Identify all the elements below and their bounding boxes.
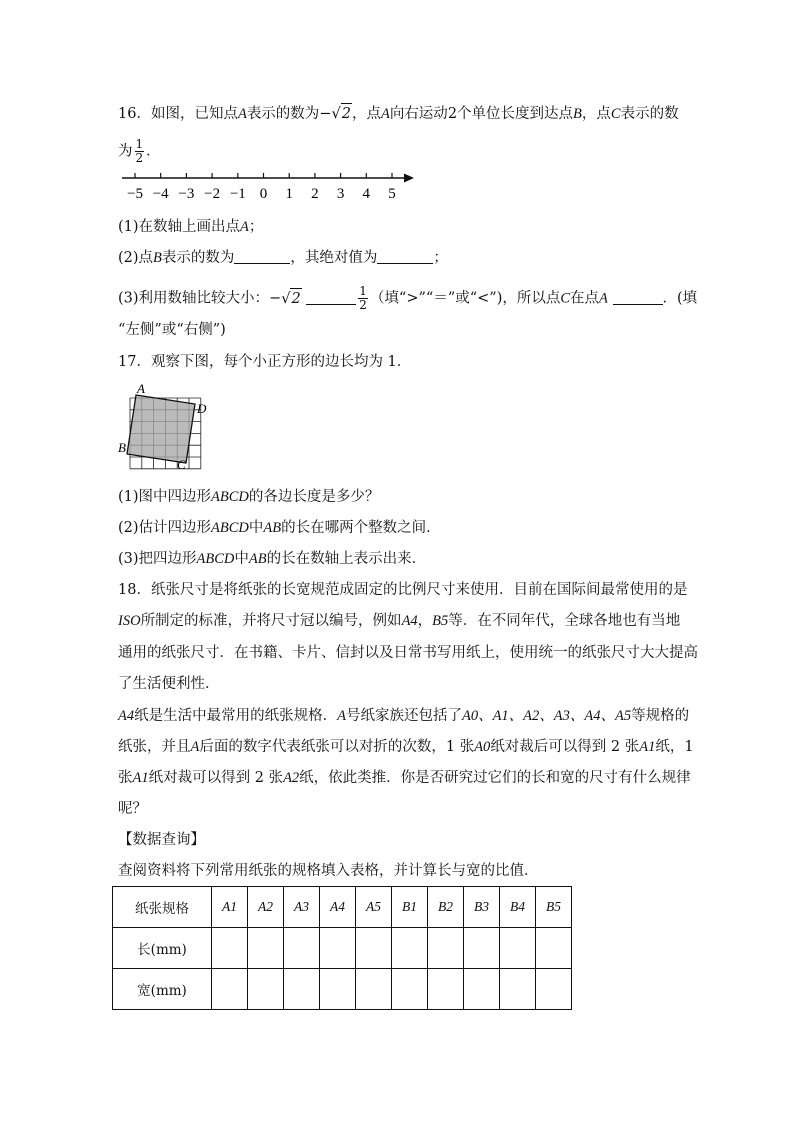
column-header: B4 bbox=[500, 887, 536, 928]
column-header: B1 bbox=[392, 887, 428, 928]
number-line-label: 5 bbox=[388, 186, 396, 202]
iso-label: ISO bbox=[118, 613, 141, 629]
q17-sub3 bbox=[118, 549, 426, 569]
point-a-label: A bbox=[380, 106, 390, 122]
column-header: B3 bbox=[464, 887, 500, 928]
q18-p1-line3 bbox=[118, 643, 698, 663]
a0-label: A0 bbox=[474, 739, 491, 755]
b5-label: B5 bbox=[432, 613, 449, 629]
minus-sign: − bbox=[319, 106, 332, 122]
q18-text: 纸张，并且 bbox=[118, 739, 191, 755]
number-line-label: 2 bbox=[311, 186, 319, 202]
table-cell[interactable] bbox=[320, 969, 356, 1010]
table-cell[interactable] bbox=[320, 928, 356, 969]
quadrilateral-abcd bbox=[127, 395, 195, 463]
table-row bbox=[113, 969, 572, 1010]
table-cell[interactable] bbox=[428, 928, 464, 969]
point-b-label: B bbox=[153, 250, 162, 266]
q16-sub2-text: 表示的数为 bbox=[161, 250, 235, 266]
q18-p1-line4 bbox=[118, 674, 220, 694]
q16-line2 bbox=[118, 138, 161, 165]
a4-label: A4 bbox=[118, 708, 135, 724]
q18-text: 纸是生活中最常用的纸张规格． bbox=[134, 708, 338, 724]
position-blank[interactable] bbox=[613, 290, 663, 305]
table-cell[interactable] bbox=[500, 928, 536, 969]
point-c-label: C bbox=[610, 106, 621, 122]
q18-text: 18．纸张尺寸是将纸张的长宽规范成固定的比例尺寸来使用．目前在国际间最常使用的是 bbox=[118, 582, 688, 598]
table-row bbox=[113, 928, 572, 969]
table-cell[interactable] bbox=[392, 969, 428, 1010]
number-line-label: −1 bbox=[229, 186, 246, 202]
column-header: A5 bbox=[356, 887, 392, 928]
number-line-label: −4 bbox=[152, 186, 169, 202]
point-a-label: A bbox=[240, 219, 249, 235]
table-cell[interactable] bbox=[212, 969, 248, 1010]
a2-label: A2 bbox=[283, 770, 300, 786]
minus-sign: − bbox=[269, 290, 282, 307]
q17-text: 的各边长度是多少？ bbox=[248, 489, 380, 505]
q16-text: 表示的数 bbox=[620, 106, 679, 122]
point-a-label: A bbox=[237, 106, 247, 122]
q18-text: 呢？ bbox=[118, 801, 147, 817]
q16-sub2-text: ； bbox=[433, 250, 448, 266]
q17-text: (2)估计四边形 bbox=[118, 520, 212, 536]
q18-p2-line1 bbox=[118, 706, 689, 726]
table-cell[interactable] bbox=[464, 969, 500, 1010]
table-cell[interactable] bbox=[356, 969, 392, 1010]
grid-figure bbox=[116, 382, 214, 470]
q18-text: 等规格的 bbox=[631, 708, 690, 724]
q18-text: 纸，依此类推．你是否研究过它们的长和宽的尺寸有什么规律 bbox=[299, 770, 691, 786]
q16-text: ． bbox=[146, 143, 161, 160]
vertex-b-label: B bbox=[118, 440, 126, 455]
q18-p2-line2 bbox=[118, 737, 694, 757]
number-line-label: −5 bbox=[127, 186, 143, 202]
fraction-denominator: 2 bbox=[135, 151, 144, 165]
q18-text: 纸，1 bbox=[655, 739, 694, 755]
table-cell[interactable] bbox=[536, 969, 572, 1010]
q18-text: 通用的纸张尺寸．在书籍、卡片、信封以及日常书写用纸上，使用统一的纸张尺寸大大提高 bbox=[118, 645, 698, 661]
q16-text: 向右运动 bbox=[389, 106, 448, 122]
q16-sub3-text: (3)利用数轴比较大小： bbox=[118, 290, 270, 307]
a4-label: A4 bbox=[401, 613, 418, 629]
data-query-heading bbox=[118, 830, 205, 850]
fraction-one-half bbox=[135, 138, 145, 165]
table-cell[interactable] bbox=[392, 928, 428, 969]
segment-name: AB bbox=[263, 520, 282, 536]
number-line-label: 1 bbox=[285, 186, 293, 202]
q16-sub1 bbox=[118, 217, 263, 237]
q17-text: 中 bbox=[234, 551, 249, 567]
table-header-row bbox=[113, 887, 572, 928]
segment-name: AB bbox=[248, 551, 267, 567]
q16-line1 bbox=[118, 103, 679, 124]
compare-blank[interactable] bbox=[306, 290, 356, 305]
q18-text: 后面的数字代表纸张可以对折的次数，1 张 bbox=[199, 739, 475, 755]
q18-text: 纸对裁后可以得到 2 张 bbox=[490, 739, 640, 755]
q16-sub2-text: ，其绝对值为 bbox=[290, 250, 378, 266]
table-cell[interactable] bbox=[536, 928, 572, 969]
number-line-labels bbox=[127, 186, 396, 202]
sqrt-expression: √2 bbox=[331, 103, 351, 124]
paper-size-table bbox=[112, 886, 572, 1010]
table-header-cell: 纸张规格 bbox=[113, 887, 212, 928]
q18-p1-line2 bbox=[118, 611, 680, 631]
table-instruction bbox=[118, 861, 539, 881]
table-cell[interactable] bbox=[500, 969, 536, 1010]
row-header-width: 宽(mm) bbox=[113, 969, 212, 1010]
number-line-label: 4 bbox=[362, 186, 371, 202]
table-cell[interactable] bbox=[248, 969, 284, 1010]
number-line-arrow-icon bbox=[404, 174, 414, 183]
column-header: A3 bbox=[284, 887, 320, 928]
q16-sub1-text: (1)在数轴上画出点 bbox=[118, 219, 241, 235]
quad-name: ABCD bbox=[211, 520, 249, 536]
q17-sub2 bbox=[118, 518, 441, 538]
q16-text: ，点 bbox=[351, 106, 381, 122]
q16-sub3-text: ．(填 bbox=[662, 290, 698, 307]
q18-text: 所制定的标准，并将尺寸冠以编号，例如 bbox=[140, 613, 402, 629]
answer-blank[interactable] bbox=[377, 249, 433, 264]
instruction-text: 查阅资料将下列常用纸张的规格填入表格，并计算长与宽的比值． bbox=[118, 863, 539, 879]
column-header: A4 bbox=[320, 887, 356, 928]
q17-text: 的长在数轴上表示出来． bbox=[266, 551, 427, 567]
q18-text: 纸对裁可以得到 2 张 bbox=[148, 770, 284, 786]
table-cell[interactable] bbox=[284, 928, 320, 969]
q16-text: 为 bbox=[118, 143, 133, 160]
q16-sub2 bbox=[118, 248, 448, 268]
q17-text: (1)图中四边形 bbox=[118, 489, 212, 505]
a-series-label: A bbox=[337, 708, 346, 724]
quad-name: ABCD bbox=[196, 551, 235, 567]
column-header: B2 bbox=[428, 887, 464, 928]
column-header: B5 bbox=[536, 887, 572, 928]
q16-sub3-cont bbox=[118, 320, 226, 340]
q18-text: 等．在不同年代，全球各地也有当地 bbox=[448, 613, 681, 629]
q18-p2-line4 bbox=[118, 799, 147, 819]
table-cell[interactable] bbox=[212, 928, 248, 969]
row-header-length: 长(mm) bbox=[113, 928, 212, 969]
fraction-numerator: 1 bbox=[359, 284, 367, 298]
vertex-c-label: C bbox=[177, 457, 186, 470]
point-c-label: C bbox=[560, 290, 571, 307]
q17-title-text: 17．观察下图，每个小正方形的边长均为 1． bbox=[118, 354, 412, 370]
vertex-d-label: D bbox=[197, 401, 207, 416]
table-cell[interactable] bbox=[428, 969, 464, 1010]
number-line-label: 3 bbox=[336, 186, 345, 202]
table-cell[interactable] bbox=[248, 928, 284, 969]
q16-sub3 bbox=[118, 285, 697, 312]
q16-text: 个单位长度到达点 bbox=[457, 106, 574, 122]
table-cell[interactable] bbox=[464, 928, 500, 969]
q17-text: 的长在哪两个整数之间． bbox=[281, 520, 441, 536]
q18-text: 张 bbox=[118, 770, 133, 786]
q18-p2-line3 bbox=[118, 768, 691, 788]
sqrt-expression: √2 bbox=[281, 288, 301, 309]
q16-sub1-text: ； bbox=[248, 219, 264, 235]
q18-text: 了生活便利性． bbox=[118, 676, 220, 692]
table-cell[interactable] bbox=[356, 928, 392, 969]
q16-sub3-text: （填“>”“＝”或“<”)，所以点 bbox=[369, 290, 561, 307]
q16-text: 16．如图，已知点 bbox=[118, 106, 238, 122]
a1-label: A1 bbox=[639, 739, 656, 755]
fraction-one-half bbox=[358, 285, 368, 312]
q16-sub3-text: 在点 bbox=[570, 290, 600, 307]
q16-text: ，点 bbox=[581, 106, 611, 122]
q16-sub3-text: “左侧”或“右侧”) bbox=[118, 322, 226, 338]
fraction-numerator: 1 bbox=[135, 137, 144, 151]
q18-p1-line1 bbox=[118, 580, 687, 600]
sqrt-radicand: 2 bbox=[290, 288, 301, 309]
number-line-label: −3 bbox=[178, 186, 195, 202]
a-series-label: A bbox=[190, 739, 200, 755]
q16-sub2-text: (2)点 bbox=[118, 250, 154, 266]
number-line-label: 0 bbox=[259, 186, 268, 202]
a1-label: A1 bbox=[132, 770, 149, 786]
q18-text: 号纸家族还包括了 bbox=[345, 708, 462, 724]
vertex-a-label: A bbox=[137, 382, 145, 396]
answer-blank[interactable] bbox=[234, 249, 290, 264]
number-line-label: −2 bbox=[204, 186, 221, 202]
q17-title bbox=[118, 352, 411, 372]
number-line bbox=[118, 168, 418, 204]
quad-name: ABCD bbox=[211, 489, 249, 505]
q17-text: 中 bbox=[248, 520, 264, 536]
q17-text: (3)把四边形 bbox=[118, 551, 197, 567]
section-heading: 【数据查询】 bbox=[118, 832, 205, 848]
point-a-label: A bbox=[599, 290, 608, 307]
fraction-denominator: 2 bbox=[359, 298, 367, 312]
q16-text: 表示的数为 bbox=[246, 106, 320, 122]
q17-sub1 bbox=[118, 487, 379, 507]
sqrt-radicand: 2 bbox=[341, 103, 352, 124]
column-header: A1 bbox=[212, 887, 248, 928]
a-series-list: A0、A1、A2、A3、A4、A5 bbox=[461, 708, 632, 724]
column-header: A2 bbox=[248, 887, 284, 928]
q16-number: 2 bbox=[447, 106, 458, 122]
table-cell[interactable] bbox=[284, 969, 320, 1010]
point-b-label: B bbox=[573, 106, 582, 122]
q18-text: ， bbox=[417, 613, 433, 629]
